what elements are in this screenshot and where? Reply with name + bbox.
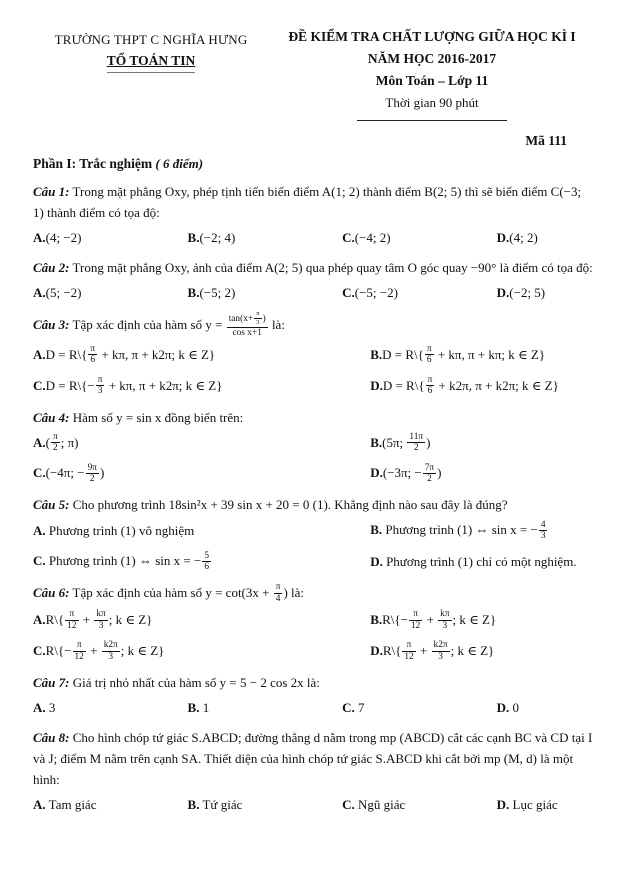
option-d <box>370 376 595 398</box>
option-b <box>188 795 343 815</box>
option-a-text: R\{ $\frac{\pi}{12}$ + $\frac{k\pi}{3}$ ; k ∈ Z} <box>45 609 153 631</box>
option-c-label: C. <box>342 700 355 716</box>
option-d-text: (−2; 5) <box>509 285 546 300</box>
option-c-text: Phương trình (1) ⇔ sin x = − $\frac{5}{6}$ <box>45 550 210 572</box>
option-d-label: D. <box>370 465 383 481</box>
option-c-label: C. <box>33 553 46 569</box>
option-b-text: R\{− $\frac{\pi}{12}$ + $\frac{k\pi}{3}$ ; k ∈ Z} <box>382 609 497 631</box>
option-c-label: C. <box>342 285 355 300</box>
exam-title: ĐỀ KIỂM TRA CHẤT LƯỢNG GIỮA HỌC KÌ I <box>288 29 576 44</box>
question-3-options <box>33 345 595 398</box>
option-d <box>497 283 595 303</box>
option-a <box>33 610 370 632</box>
option-b-label: B. <box>187 230 200 245</box>
question-2-text <box>33 257 595 278</box>
option-d <box>370 463 595 485</box>
option-b <box>188 698 343 718</box>
question-7-text <box>33 672 595 693</box>
option-d-text: D = R\{ $\frac{\pi}{6}$ + k2π, π + k2π; k ∈ Z} <box>382 374 559 397</box>
section-title: Phần I: Trắc nghiệm <box>33 156 153 171</box>
option-c-label: C. <box>33 643 46 659</box>
question-4-statement: Hàm số y = sin x đồng biến trên: <box>72 409 244 425</box>
section-points: ( 6 điểm) <box>155 156 204 171</box>
question-4 <box>33 407 595 486</box>
option-b-label: B. <box>370 612 383 628</box>
option-d-label: D. <box>496 230 510 245</box>
question-6-label: Câu 6: <box>33 585 70 601</box>
option-c-label: C. <box>33 465 46 481</box>
question-4-label: Câu 4: <box>33 409 70 425</box>
option-d-text: (−3π; − $\frac{7\pi}{2}$ ) <box>382 462 442 484</box>
option-b <box>370 520 595 542</box>
question-6 <box>33 582 595 663</box>
option-c-label: C. <box>342 230 355 245</box>
option-d <box>497 795 595 815</box>
option-b-label: B. <box>370 522 383 538</box>
option-b-text: (−2; 4) <box>199 230 236 245</box>
option-d <box>370 552 595 572</box>
option-d-text: 0 <box>509 700 520 716</box>
option-a-label: A. <box>33 434 46 450</box>
option-a <box>33 228 188 248</box>
question-1-text <box>33 181 595 223</box>
option-d <box>370 641 595 663</box>
option-b-label: B. <box>370 346 383 362</box>
option-c <box>33 641 370 663</box>
option-b-text: (5π; $\frac{11\pi}{2}$ ) <box>382 431 431 454</box>
option-b <box>370 610 595 632</box>
option-c-text: R\{− $\frac{\pi}{12}$ + $\frac{k2\pi}{3}$ ; k ∈ Z} <box>45 640 165 662</box>
question-8-options <box>33 795 595 815</box>
option-c <box>342 698 497 718</box>
question-5-label: Câu 5: <box>33 497 70 513</box>
question-2-label: Câu 2: <box>33 260 70 275</box>
option-a-text: Phương trình (1) vô nghiệm <box>45 523 195 539</box>
option-a <box>33 283 188 303</box>
school-block <box>33 26 269 121</box>
option-b-text: 1 <box>199 700 210 716</box>
option-b-text: Phương trình (1) ⇔ sin x = − $\frac{4}{3}$ <box>382 519 546 541</box>
option-b <box>188 283 343 303</box>
question-8 <box>33 727 595 815</box>
question-1 <box>33 181 595 248</box>
question-8-label: Câu 8: <box>33 730 70 746</box>
question-5-options <box>33 520 595 573</box>
option-c-text: D = R\{− $\frac{\pi}{3}$ + kπ, π + k2π; k ∈ Z} <box>45 374 223 397</box>
option-d-text: Lục giác <box>509 797 558 813</box>
option-a <box>33 795 188 815</box>
option-c-text: 7 <box>354 700 365 716</box>
option-c <box>342 283 497 303</box>
option-d-label: D. <box>496 797 510 813</box>
option-b <box>188 228 343 248</box>
option-c <box>33 463 370 485</box>
option-a-text: ( $\frac{\pi}{2}$ ; π) <box>45 431 79 454</box>
option-a-label: A. <box>33 612 46 628</box>
department-underline <box>107 53 196 73</box>
option-b-label: B. <box>187 797 200 813</box>
question-3-text <box>33 312 595 340</box>
question-8-statement: Cho hình chóp tứ giác S.ABCD; đường thẳng d nằm trong mp (ABCD) cắt các cạnh BC và CD tại I và J; điểm M nằm trên cạnh SA. Thiết diện của hình chóp tứ giác S.ABCD khi cắt bởi mp (M, d) là một hình: <box>33 730 593 788</box>
question-5-statement: Cho phương trình 18sin²x + 39 sin x + 20 = 0 (1). Khẳng định nào sau đây là đúng? <box>72 497 508 513</box>
option-d-label: D. <box>370 554 383 570</box>
question-7-label: Câu 7: <box>33 675 70 691</box>
exam-code: Mã 111 <box>525 133 567 148</box>
option-c-text: Ngũ giác <box>354 797 406 813</box>
option-a <box>33 345 370 367</box>
option-a-text: Tam giác <box>45 797 97 813</box>
title-block <box>269 26 595 121</box>
option-c-text: (−5; −2) <box>354 285 398 300</box>
section-heading <box>33 156 595 172</box>
option-d <box>497 228 595 248</box>
question-2-options <box>33 283 595 303</box>
option-b-text: D = R\{ $\frac{\pi}{6}$ + kπ, π + kπ; k ∈ Z} <box>382 343 546 366</box>
option-a-label: A. <box>33 797 46 813</box>
question-1-label: Câu 1: <box>33 184 70 199</box>
option-c <box>33 551 370 573</box>
option-b-text: (−5; 2) <box>199 285 236 300</box>
option-a-label: A. <box>33 230 46 245</box>
question-4-text <box>33 407 595 428</box>
option-d-text: R\{ $\frac{\pi}{12}$ + $\frac{k2\pi}{3}$ ; k ∈ Z} <box>382 640 495 662</box>
option-d-label: D. <box>496 700 510 716</box>
option-c-text: (−4π; − $\frac{9\pi}{2}$ ) <box>45 462 105 484</box>
header-rule <box>357 120 507 121</box>
option-c-text: (−4; 2) <box>354 230 391 245</box>
option-a-text: D = R\{ $\frac{\pi}{6}$ + kπ, π + k2π; k ∈ Z} <box>45 343 216 366</box>
option-b-label: B. <box>187 700 200 716</box>
question-7-statement: Giá trị nhỏ nhất của hàm số y = 5 − 2 cos 2x là: <box>72 675 320 691</box>
exam-header <box>33 26 595 121</box>
question-7 <box>33 672 595 718</box>
option-d-label: D. <box>370 377 383 393</box>
option-a <box>33 433 370 455</box>
option-b-label: B. <box>187 285 200 300</box>
question-8-text <box>33 727 595 790</box>
option-d-label: D. <box>370 643 383 659</box>
question-2-statement: Trong mặt phẳng Oxy, ảnh của điểm A(2; 5) qua phép quay tâm O góc quay −90° là điểm có tọa độ: <box>72 260 593 275</box>
question-3 <box>33 312 595 398</box>
option-a-label: A. <box>33 285 46 300</box>
option-a-label: A. <box>33 700 46 716</box>
option-c-label: C. <box>342 797 355 813</box>
option-d <box>497 698 595 718</box>
option-a-text: (4; −2) <box>45 230 82 245</box>
question-4-options <box>33 433 595 486</box>
question-5-text <box>33 494 595 515</box>
option-a-text: (5; −2) <box>45 285 82 300</box>
question-6-text <box>33 582 595 605</box>
option-c <box>342 795 497 815</box>
exam-year: NĂM HỌC 2016-2017 <box>367 51 497 66</box>
department-name: TỔ TOÁN TIN <box>106 53 196 68</box>
question-5 <box>33 494 595 573</box>
option-c <box>33 376 370 398</box>
school-name: TRƯỜNG THPT C NGHĨA HƯNG <box>54 32 248 47</box>
exam-subject: Môn Toán – Lớp 11 <box>375 73 489 88</box>
option-a <box>33 698 188 718</box>
question-1-statement: Trong mặt phẳng Oxy, phép tịnh tiến biến điểm A(1; 2) thành điểm B(2; 5) thì sẽ biến điểm C(−3; 1) thành điểm có tọa độ: <box>33 184 582 220</box>
option-b-text: Tứ giác <box>199 797 243 813</box>
option-d-label: D. <box>496 285 510 300</box>
question-3-statement: Tập xác định của hàm số y = tan(x+ $\frac{\pi}{3}$ ) cos x+1 là: <box>72 310 285 339</box>
option-a-label: A. <box>33 523 46 539</box>
exam-duration: Thời gian 90 phút <box>385 95 479 110</box>
question-1-options <box>33 228 595 248</box>
option-b <box>370 433 595 455</box>
question-6-statement: Tập xác định của hàm số y = cot(3x + $\frac{\pi}{4}$ ) là: <box>72 582 305 604</box>
option-c-label: C. <box>33 377 46 393</box>
option-a-text: 3 <box>45 700 56 716</box>
question-2 <box>33 257 595 303</box>
option-d-text: Phương trình (1) chỉ có một nghiệm. <box>382 554 577 570</box>
option-b-label: B. <box>370 434 383 450</box>
option-c <box>342 228 497 248</box>
option-a <box>33 521 370 541</box>
question-6-options <box>33 610 595 663</box>
question-7-options <box>33 698 595 718</box>
option-d-text: (4; 2) <box>509 230 538 245</box>
option-a-label: A. <box>33 346 46 362</box>
option-b <box>370 345 595 367</box>
question-3-label: Câu 3: <box>33 316 70 332</box>
